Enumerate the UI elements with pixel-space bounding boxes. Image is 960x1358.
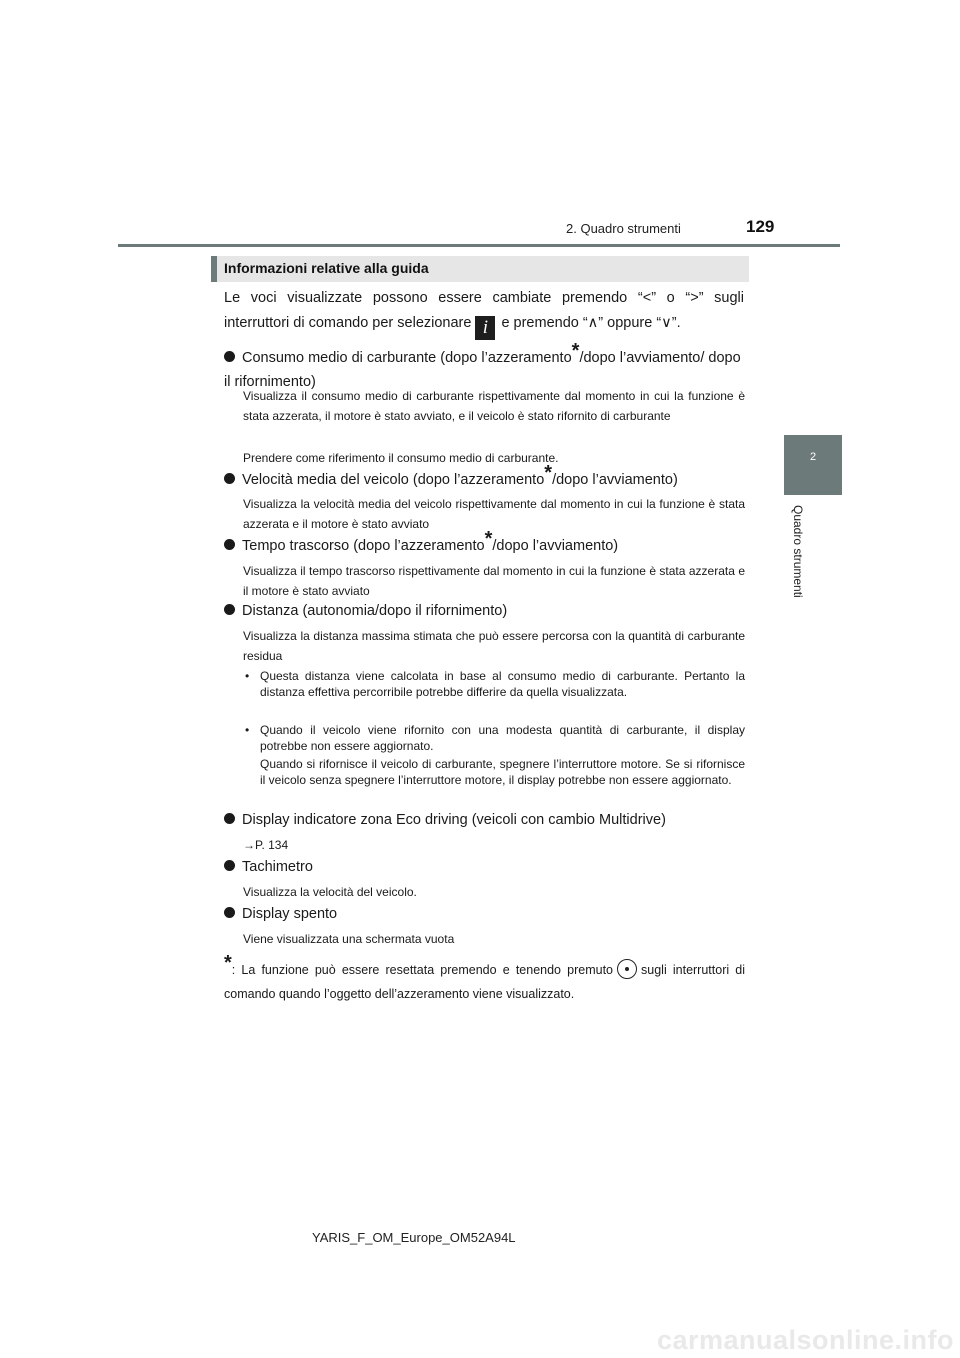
section-heading-bar xyxy=(211,256,749,282)
list-item-title: Consumo medio di carburante (dopo l’azzeramento*/dopo l’avviamento/ dopo il rifornimento) xyxy=(224,340,741,390)
bullet-note-continuation: Quando si rifornisce il veicolo di carburante, spegnere l’interruttore motore. Se si rifornisce il veicolo senza spegnere l’interruttore motore, il display potrebbe non essere aggiornato. xyxy=(260,757,745,787)
header-rule xyxy=(118,244,840,247)
watermark xyxy=(0,1324,960,1358)
bullet-dot-icon xyxy=(224,351,235,362)
list-item-description: Visualizza il consumo medio di carburante rispettivamente dal momento in cui la funzione è stata azzerata, il motore è stato avviato, e il veicolo è stato rifornito di carburante xyxy=(243,389,745,423)
asterisk-marker: * xyxy=(484,528,493,550)
bullet-dot-icon xyxy=(224,860,235,871)
section-title: 2. Quadro strumenti xyxy=(566,221,681,236)
asterisk-marker: * xyxy=(571,340,580,362)
bullet-dot-icon xyxy=(224,907,235,918)
list-item-description: Visualizza il tempo trascorso rispettivamente dal momento in cui la funzione è stata azzerata e il motore è stato avviato xyxy=(243,564,745,598)
document-code: YARIS_F_OM_Europe_OM52A94L xyxy=(312,1230,516,1245)
chapter-side-label xyxy=(789,505,809,615)
section-heading: Informazioni relative alla guida xyxy=(224,260,429,276)
intro-text-1: Le voci visualizzate possono essere cambiate premendo “<” o “>” sugli interruttori di comando per selezionare xyxy=(224,290,744,331)
page-reference: →P. 134 xyxy=(243,838,289,852)
list-item-title: Velocità media del veicolo (dopo l’azzeramento*/dopo l’avviamento) xyxy=(224,468,749,492)
chapter-tab xyxy=(784,435,842,495)
intro-paragraph xyxy=(224,286,744,340)
list-item-title: Distanza (autonomia/dopo il rifornimento) xyxy=(224,599,749,623)
bullet-note: • Quando il veicolo viene rifornito con una modesta quantità di carburante, il display potrebbe non essere aggiornato. xyxy=(245,723,745,753)
bullet-dot-icon xyxy=(224,539,235,550)
info-icon: i xyxy=(475,316,495,340)
footnote: *: La funzione può essere resettata premendo e tenendo premuto sugli interruttori di comando quando l’oggetto dell’azzeramento viene visualizzato. xyxy=(224,952,746,1001)
list-item-description: Visualizza la velocità media del veicolo rispettivamente dal momento in cui la funzione è stata azzerata e il motore è stato avviato xyxy=(243,497,745,531)
intro-text-2: e premendo “∧” oppure “∨”. xyxy=(501,315,681,331)
list-item-title: Display indicatore zona Eco driving (veicoli con cambio Multidrive) xyxy=(224,808,749,832)
ok-button-icon xyxy=(617,959,637,979)
bullet-dot-icon xyxy=(224,473,235,484)
page-number: 129 xyxy=(746,217,775,236)
bullet-dot-icon xyxy=(224,604,235,615)
chapter-side-label-text: Quadro strumenti xyxy=(791,505,805,598)
bullet-note: • Questa distanza viene calcolata in base al consumo medio di carburante. Pertanto la distanza effettiva percorribile potrebbe differire da quella visualizzata. xyxy=(245,669,745,699)
list-item-description: Visualizza la velocità del veicolo. xyxy=(243,885,417,899)
list-item-description: Viene visualizzata una schermata vuota xyxy=(243,932,455,946)
list-item-title: Tempo trascorso (dopo l’azzeramento*/dopo l’avviamento) xyxy=(224,534,749,558)
list-item-description: Visualizza la distanza massima stimata che può essere percorsa con la quantità di carburante residua xyxy=(243,629,745,663)
list-item-title: Display spento xyxy=(224,902,749,926)
chapter-tab-number: 2 xyxy=(809,451,817,463)
watermark-text: carmanualsonline.info xyxy=(656,1325,954,1355)
list-item-title: Tachimetro xyxy=(224,855,749,879)
bullet-dot-icon xyxy=(224,813,235,824)
list-item-note: Prendere come riferimento il consumo medio di carburante. xyxy=(243,451,559,465)
footnote-asterisk: * xyxy=(224,952,232,974)
asterisk-marker: * xyxy=(544,462,553,484)
